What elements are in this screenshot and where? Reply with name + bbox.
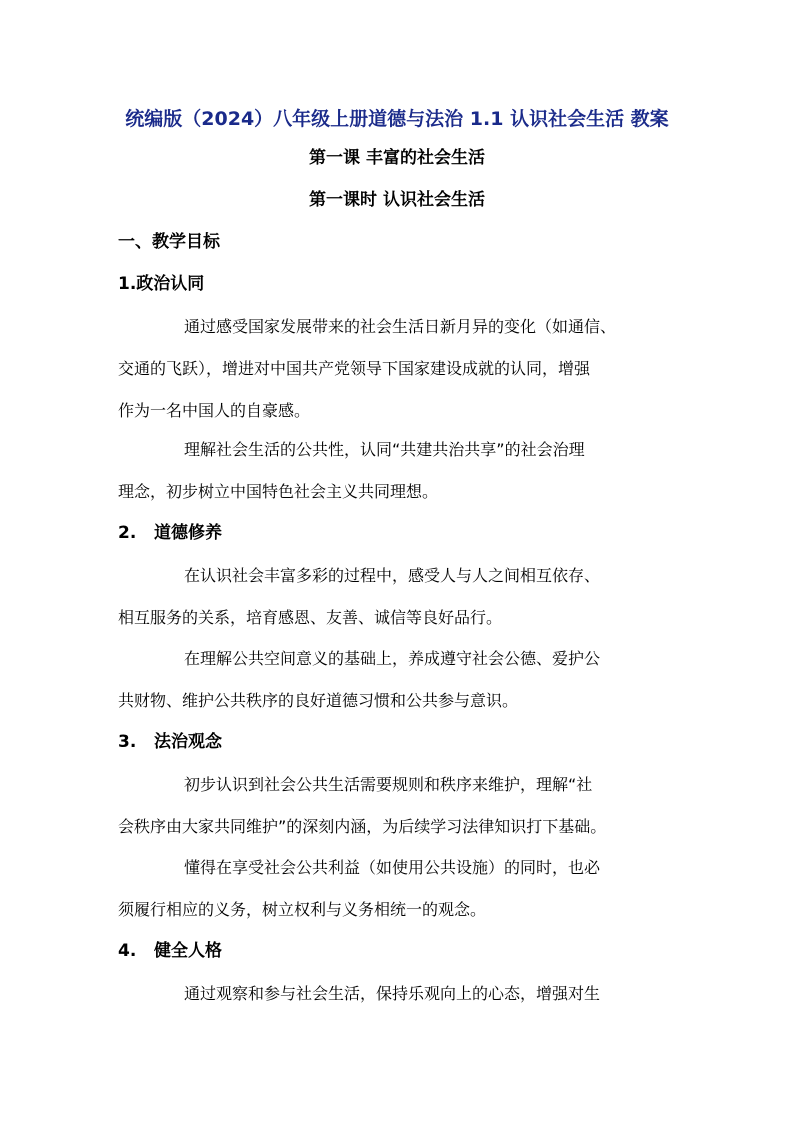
period-title: 第一课时 认识社会生活: [309, 190, 485, 210]
paragraph: [118, 638, 678, 722]
paragraph-line: 交通的飞跃），增进对中国共产党领导下国家建设成就的认同，增强: [118, 359, 591, 378]
goal-heading-political-identity: [118, 269, 204, 299]
goal-number: 3.: [118, 732, 137, 752]
paragraph: [118, 555, 678, 639]
paragraph: [118, 847, 678, 931]
paragraph-line: 通过感受国家发展带来的社会生活日新月异的变化（如通信、: [184, 317, 617, 336]
paragraph: [118, 429, 678, 513]
lesson-title: 第一课 丰富的社会生活: [309, 148, 485, 168]
paragraph-line: 在理解公共空间意义的基础上，养成遵守社会公德、爱护公: [184, 649, 601, 668]
paragraph: [118, 764, 678, 848]
paragraph-line: 在认识社会丰富多彩的过程中，感受人与人之间相互依存、: [184, 566, 601, 585]
paragraph-line: 懂得在享受社会公共利益（如使用公共设施）的同时，也必: [184, 858, 601, 877]
goal-number: 4.: [118, 941, 137, 961]
goal-label: 道德修养: [154, 523, 222, 543]
paragraph-line: 会秩序由大家共同维护”的深刻内涵，为后续学习法律知识打下基础。: [118, 817, 607, 836]
section-heading-teaching-goals: 一、教学目标: [118, 232, 220, 252]
document-title: 统编版（2024）八年级上册道德与法治 1.1 认识社会生活 教案: [125, 108, 669, 130]
paragraph-line: 通过观察和参与社会生活，保持乐观向上的心态，增强对生: [184, 984, 601, 1003]
paragraph-line: 初步认识到社会公共生活需要规则和秩序来维护，理解“社: [184, 775, 593, 794]
goal-heading-sound-personality: [118, 936, 222, 966]
goal-heading-rule-of-law: [118, 727, 222, 757]
goal-heading-text: 1.政治认同: [118, 274, 205, 294]
goal-heading-moral-cultivation: [118, 518, 222, 548]
goal-label: 法治观念: [154, 732, 222, 752]
paragraph-line: 理念，初步树立中国特色社会主义共同理想。: [118, 482, 439, 501]
paragraph: [118, 973, 678, 1015]
paragraph-line: 作为一名中国人的自豪感。: [118, 401, 311, 420]
goal-label: 健全人格: [154, 941, 222, 961]
paragraph-line: 须履行相应的义务，树立权利与义务相统一的观念。: [118, 900, 487, 919]
goal-number: 2.: [118, 523, 137, 543]
paragraph-line: 理解社会生活的公共性，认同“共建共治共享”的社会治理: [184, 440, 585, 459]
paragraph-line: 相互服务的关系，培育感恩、友善、诚信等良好品行。: [118, 608, 503, 627]
paragraph: [118, 306, 678, 432]
paragraph-line: 共财物、维护公共秩序的良好道德习惯和公共参与意识。: [118, 691, 519, 710]
